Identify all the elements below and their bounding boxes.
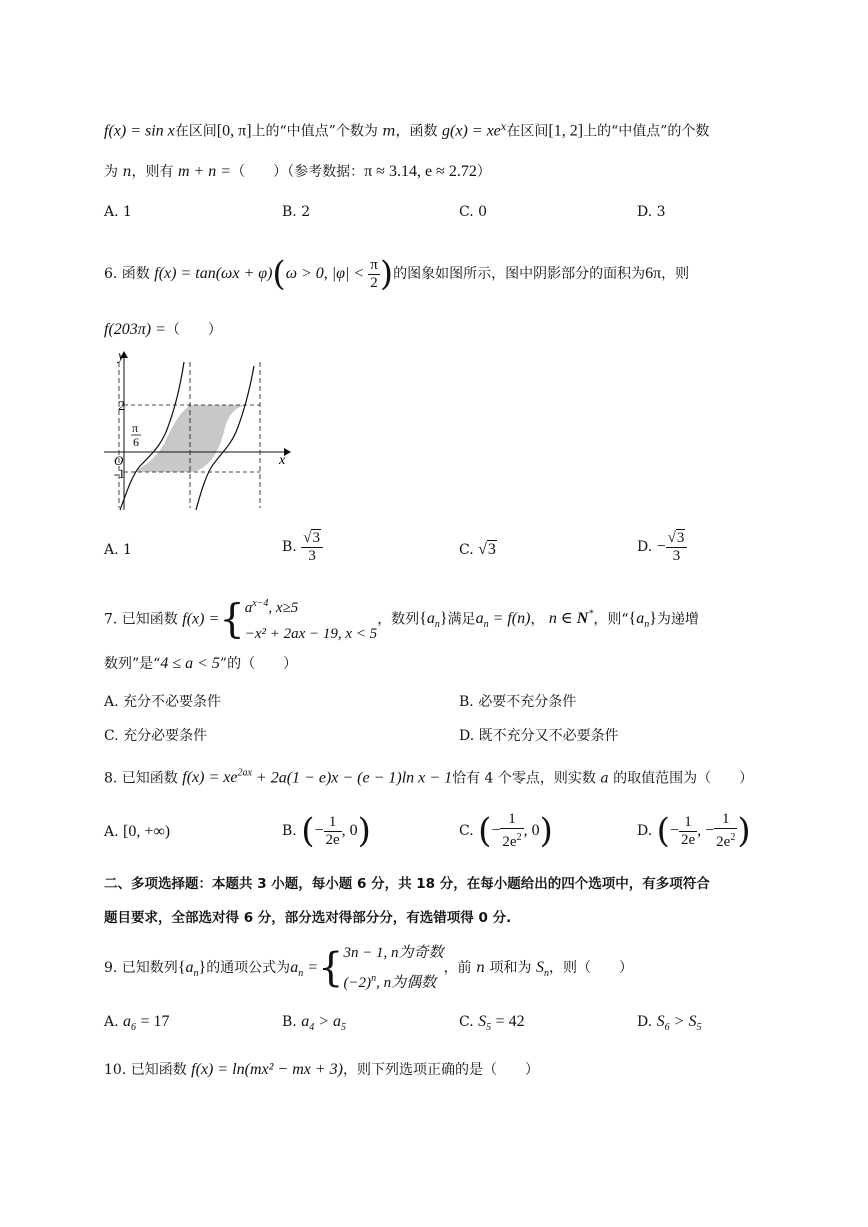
q6-line-1: 6. 函数 f(x) = tan(ωx + φ)(ω > 0, |φ| < $\frac{\pi}{2}$ )的图象如图所示，图中阴影部分的面积为6π，则 bbox=[104, 254, 690, 294]
q9-piecewise: 3n − 1, n为奇数 $(-2)^n$, n为偶数 bbox=[343, 945, 444, 991]
q6-option-d[interactable]: D. − $\frac{√3}{3}$ bbox=[637, 525, 687, 569]
pi-over-2: $\frac{\pi}{2}$ bbox=[370, 256, 378, 291]
q8-option-d[interactable]: D. (− $\frac{1}{2e}$ , − $\frac{1}{2e^2}$ ) bbox=[637, 811, 751, 851]
tick-2-label: 2 bbox=[118, 399, 125, 414]
q5-option-a[interactable]: A. 1 bbox=[104, 204, 132, 220]
section2-heading-line-1: 二、多项选择题：本题共 3 小题，每小题 6 分，共 18 分，在每小题给出的四个选项中，有多项符合 bbox=[104, 876, 710, 892]
q7-option-a[interactable]: A. 充分不必要条件 bbox=[104, 694, 222, 710]
tick-pi-label: π bbox=[132, 421, 139, 435]
tick-6-label: 6 bbox=[133, 435, 139, 449]
piecewise-cases: $a^{x-4}$, x≥5 −x² + 2ax − 19, x < 5 bbox=[244, 598, 378, 643]
q5-option-b[interactable]: B. 2 bbox=[282, 204, 311, 220]
q7-option-b[interactable]: B. 必要不充分条件 bbox=[459, 694, 577, 710]
q7-line-2: 数列”是“4 ≤ a < 5”的（ ） bbox=[104, 655, 298, 672]
q7-option-d[interactable]: D. 既不充分又不必要条件 bbox=[459, 728, 619, 744]
q6-option-a[interactable]: A. 1 bbox=[104, 542, 132, 558]
q6-option-c[interactable]: C. √3 bbox=[459, 541, 496, 558]
q6-option-b[interactable]: B. $\frac{√3}{3}$ bbox=[282, 525, 323, 569]
q6-line-2: f(203π) =（ ） bbox=[104, 321, 222, 338]
section2-heading-line-2: 题目要求，全部选对得 6 分，部分选对得部分分，有选错项得 0 分. bbox=[104, 910, 512, 926]
tick-neg1-label: -1 bbox=[114, 466, 125, 481]
q10-line-1: 10. 已知函数 f(x) = ln(mx² − mx + 3)，则下列选项正确的是（ ） bbox=[104, 1061, 539, 1078]
y-axis-label: y bbox=[118, 349, 125, 364]
tan-graph bbox=[100, 348, 300, 514]
q9-option-d[interactable]: D. $S_6 > S_5$ bbox=[637, 1013, 702, 1034]
q8-option-c[interactable]: C. (− $\frac{1}{2e^2}$ , 0) bbox=[459, 811, 553, 851]
q5-option-c[interactable]: C. 0 bbox=[459, 204, 488, 220]
q9-option-c[interactable]: C. $S_5 = 42$ bbox=[459, 1013, 525, 1034]
q8-line-1: 8. 已知函数 $f(x) = xe^{2ax} + 2a(1 - e)x - (e - 1)\ln$ x − 1恰有 4 个零点，则实数 a 的取值范围为（ ） bbox=[104, 768, 754, 787]
q8-option-a[interactable]: A. [0, +∞) bbox=[104, 823, 171, 840]
q9-option-a[interactable]: A. $a_6 = 17$ bbox=[104, 1013, 170, 1034]
q7-option-c[interactable]: C. 充分必要条件 bbox=[104, 728, 208, 744]
q8-option-b[interactable]: B. (− $\frac{1}{2e}$ , 0) bbox=[282, 811, 371, 851]
x-axis-label: x bbox=[279, 453, 286, 468]
origin-label: O bbox=[114, 453, 124, 468]
q9-line-1: 9. 已知数列$\{a_n\}$的通项公式为$a_n =\{3n - 1$, n为奇数 $(-2)^n$, n为偶数，前 n 项和为 $S_n$，则（ ） bbox=[104, 940, 633, 1002]
q5-line-1: f(x) = sin x在区间[0, π]上的“中值点”个数为 m，函数 $g(x) = xe^x$在区间[1, 2]上的“中值点”的个数 bbox=[104, 122, 710, 140]
q5-option-d[interactable]: D. 3 bbox=[637, 204, 666, 220]
q5-line-2: 为 n，则有 m + n =（ ）（参考数据：π ≈ 3.14, e ≈ 2.72） bbox=[104, 163, 491, 180]
q7-line-1: 7. 已知函数 $f(x) =\{a^{x-4}$, x≥5 −x² + 2ax − 19, x < 5，数列$\{a_n\}$满足$a_n = f(n)$， n ∈ N*，则“$\{a_n\}$为递增 bbox=[104, 590, 699, 651]
q9-option-b[interactable]: B. $a_4 > a_5$ bbox=[282, 1013, 346, 1034]
